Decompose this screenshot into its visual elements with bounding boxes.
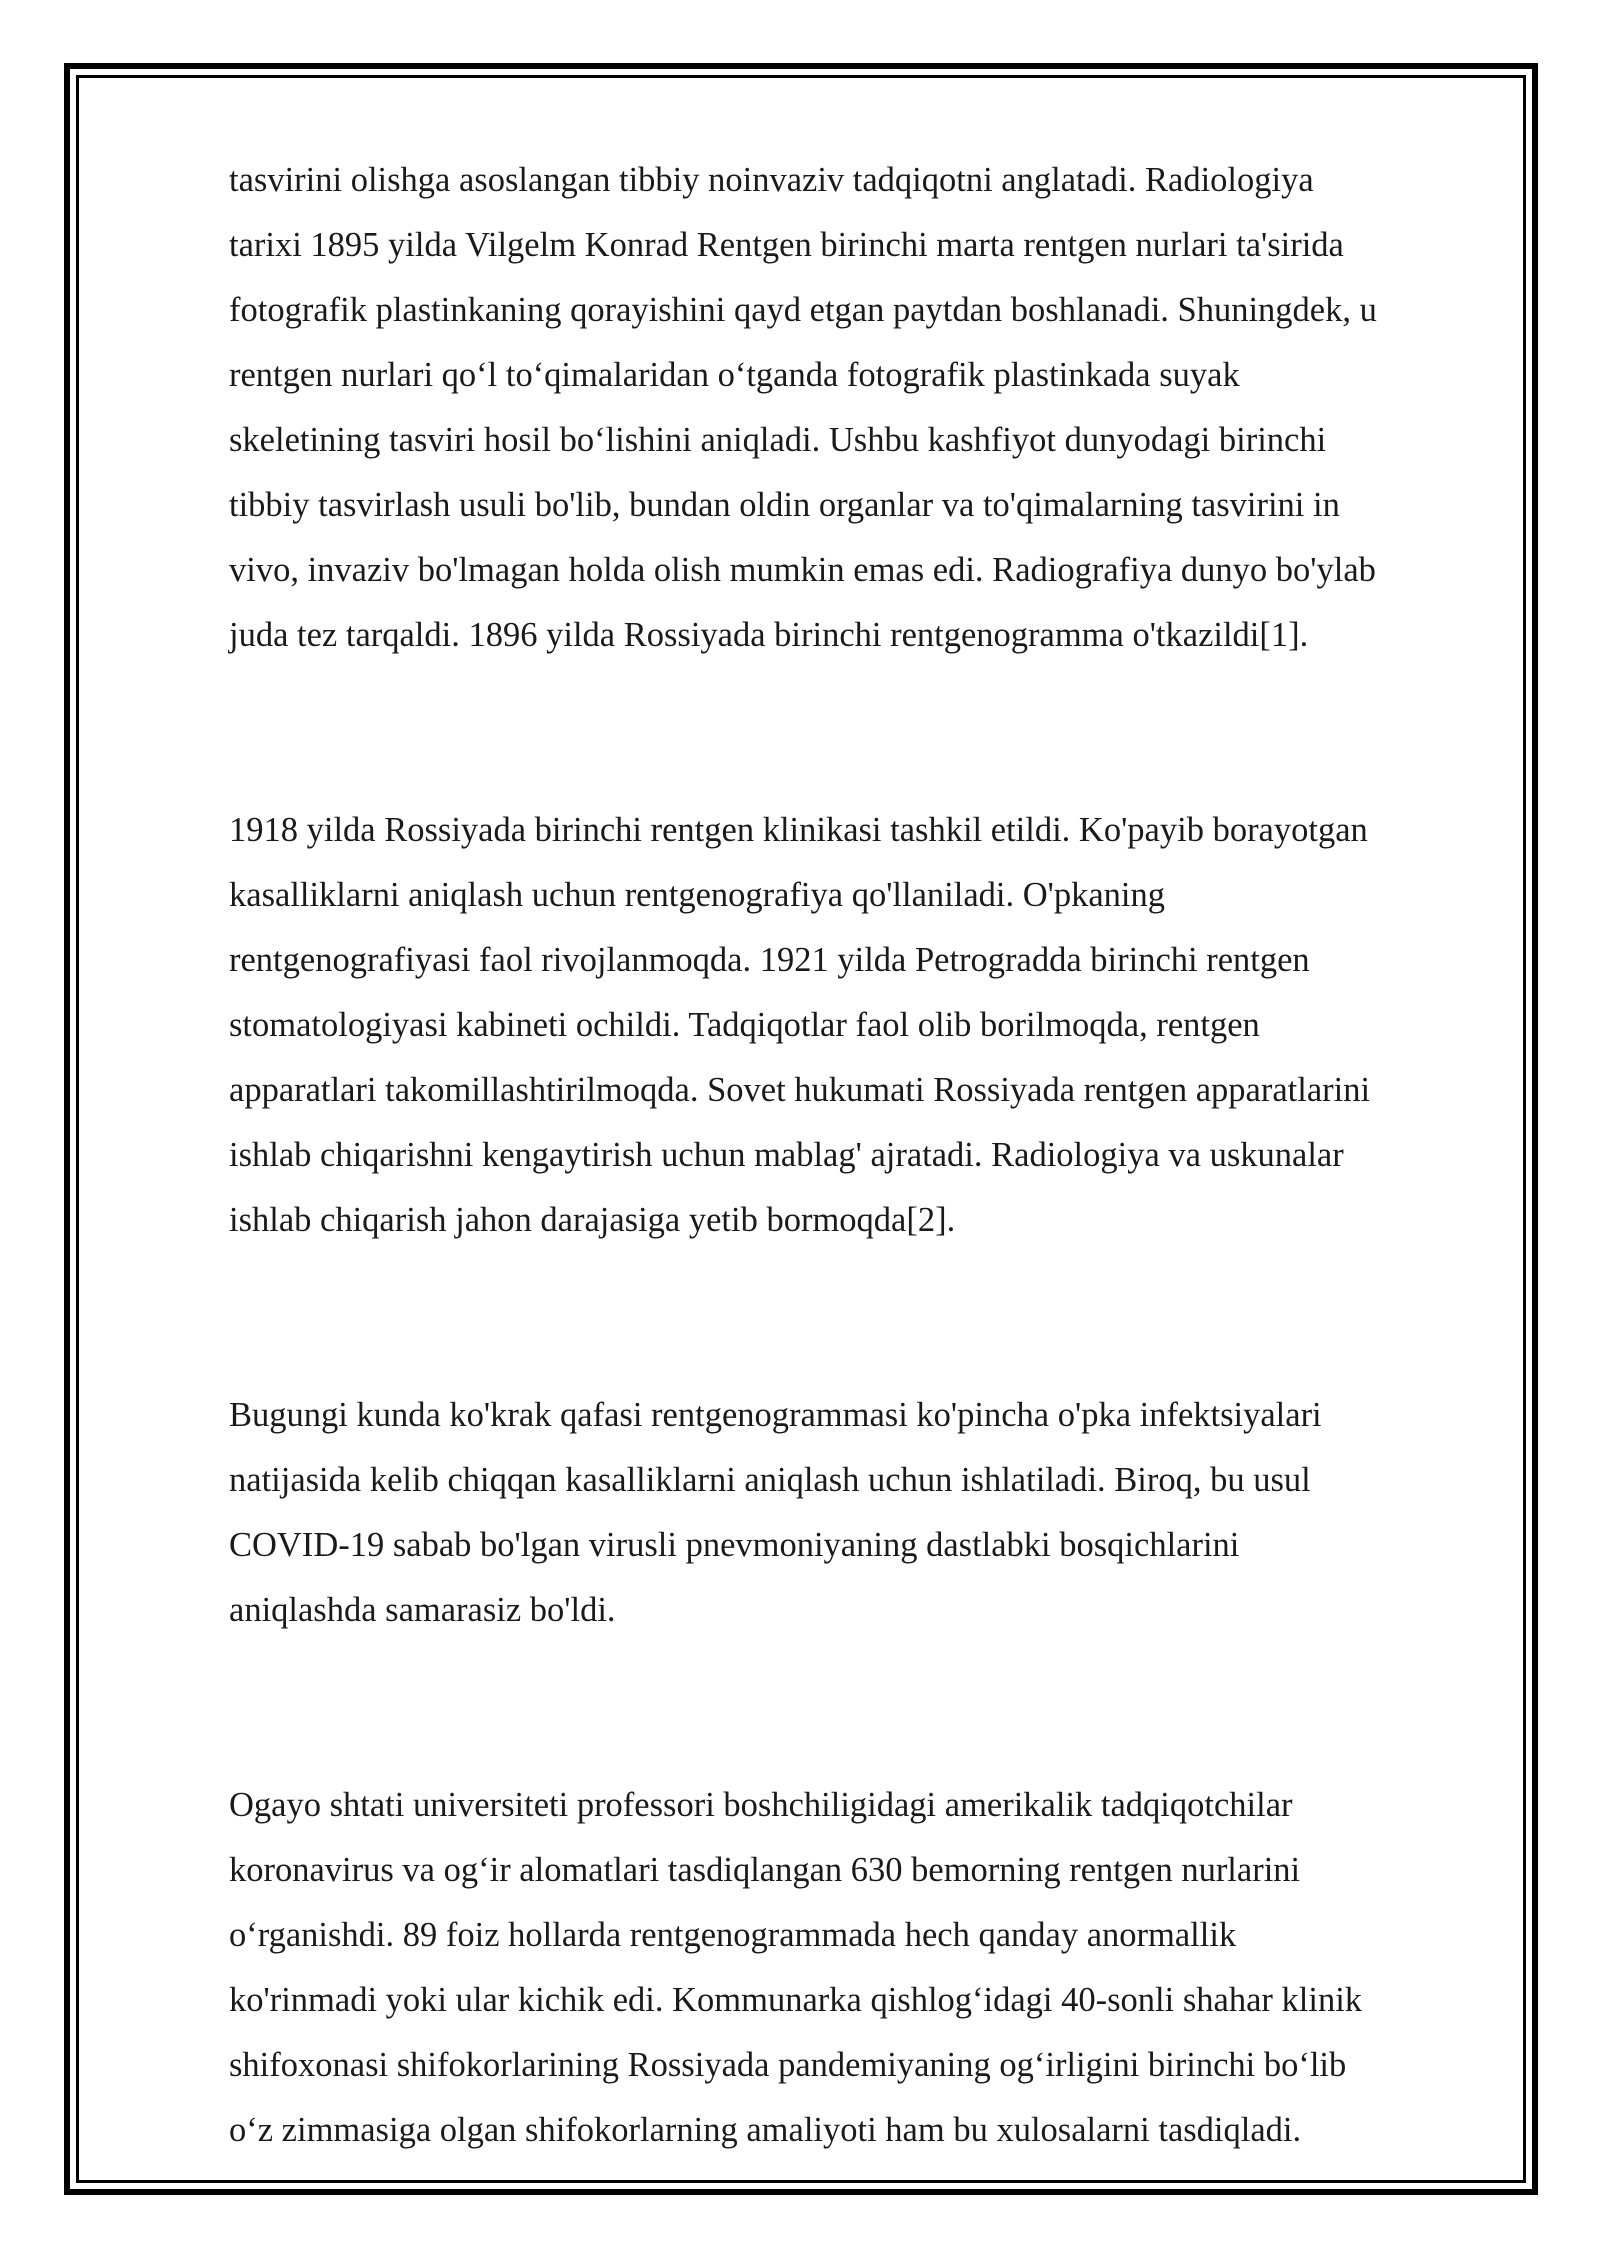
document-body bbox=[229, 148, 1509, 2163]
paragraph-chest-xray-covid: Bugungi kunda ko'krak qafasi rentgenogrammasi ko'pincha o'pka infektsiyalari natijasida kelib chiqqan kasalliklarni aniqlash uchun ishlatiladi. Biroq, bu usul COVID-19 sabab bo'lgan virusli pnevmoniyaning dastlabki bosqichlarini aniqlashda samarasiz bo'ldi. bbox=[229, 1396, 1322, 1629]
paragraph-russia-xray-clinic: 1918 yilda Rossiyada birinchi rentgen klinikasi tashkil etildi. Ko'payib borayotgan kasalliklarni aniqlash uchun rentgenografiya qo'llaniladi. O'pkaning rentgenografiyasi faol rivojlanmoqda. 1921 yilda Petrogradda birinchi rentgen stomatologiyasi kabineti ochildi. Tadqiqotlar faol olib borilmoqda, rentgen apparatlari takomillashtirilmoqda. Sovet hukumati Rossiyada rentgen apparatlarini ishlab chiqarishni kengaytirish uchun mablag' ajratadi. Radiologiya va uskunalar ishlab chiqarish jahon darajasiga yetib bormoqda[2]. bbox=[229, 811, 1371, 1239]
paragraph-radiology-history: tasvirini olishga asoslangan tibbiy noinvaziv tadqiqotni anglatadi. Radiologiya tarixi 1895 yilda Vilgelm Konrad Rentgen birinchi marta rentgen nurlari ta'sirida fotografik plastinkaning qorayishini qayd etgan paytdan boshlanadi. Shuningdek, u rentgen nurlari qoʻl toʻqimalaridan oʻtganda fotografik plastinkada suyak skeletining tasviri hosil boʻlishini aniqladi. Ushbu kashfiyot dunyodagi birinchi tibbiy tasvirlash usuli bo'lib, bundan oldin organlar va to'qimalarning tasvirini in vivo, invaziv bo'lmagan holda olish mumkin emas edi. Radiografiya dunyo bo'ylab juda tez tarqaldi. 1896 yilda Rossiyada birinchi rentgenogramma o'tkazildi[1]. bbox=[229, 161, 1377, 654]
paragraph-ohio-study: Ogayo shtati universiteti professori boshchiligidagi amerikalik tadqiqotchilar koronavirus va ogʻir alomatlari tasdiqlangan 630 bemorning rentgen nurlarini oʻrganishdi. 89 foiz hollarda rentgenogrammada hech qanday anormallik ko'rinmadi yoki ular kichik edi. Kommunarka qishlogʻidagi 40-sonli shahar klinik shifoxonasi shifokorlarining Rossiyada pandemiyaning ogʻirligini birinchi boʻlib oʻz zimmasiga olgan shifokorlarning amaliyoti ham bu xulosalarni tasdiqladi. bbox=[229, 1786, 1363, 2149]
